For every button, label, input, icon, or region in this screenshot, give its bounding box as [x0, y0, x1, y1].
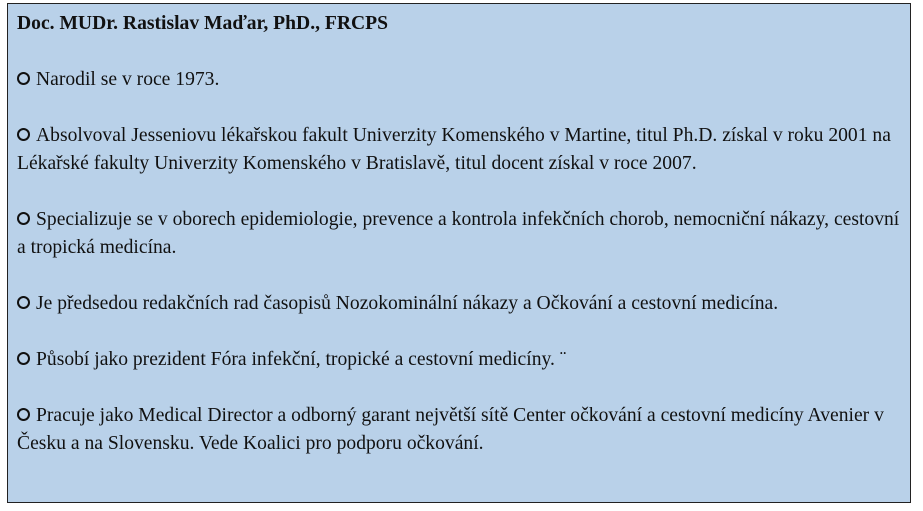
bio-item-text: Specializuje se v oborech epidemiologie, prevence a kontrola infekčních chorob, nemocniční nákazy, cestovní a tropická medicína.	[17, 209, 900, 258]
circle-bullet-icon	[17, 296, 30, 309]
bio-item	[17, 66, 902, 94]
circle-bullet-icon	[17, 72, 30, 85]
bio-item-text: Absolvoval Jesseniovu lékařskou fakult Univerzity Komenského v Martine, titul Ph.D. získal v roku 2001 na Lékařské fakulty Univerzity Komenského v Bratislavě, titul docent získal v roce 2007.	[17, 125, 891, 174]
bio-item-text: Působí jako prezident Fóra infekční, tropické a cestovní medicíny. ¨	[36, 349, 567, 370]
bio-item	[17, 290, 902, 318]
bio-item	[17, 402, 902, 458]
bio-item-text: Narodil se v roce 1973.	[36, 69, 220, 90]
circle-bullet-icon	[17, 128, 30, 141]
bio-title: Doc. MUDr. Rastislav Maďar, PhD., FRCPS	[17, 13, 389, 34]
circle-bullet-icon	[17, 212, 30, 225]
bio-box	[7, 3, 911, 503]
bio-item	[17, 346, 902, 374]
bio-item	[17, 206, 902, 262]
circle-bullet-icon	[17, 352, 30, 365]
bio-item-text: Pracuje jako Medical Director a odborný garant největší sítě Center očkování a cestovní medicíny Avenier v Česku a na Slovensku. Vede Koalici pro podporu očkování.	[17, 405, 884, 454]
bio-item-text: Je předsedou redakčních rad časopisů Nozokominální nákazy a Očkování a cestovní medicína.	[36, 293, 779, 314]
circle-bullet-icon	[17, 408, 30, 421]
bio-item	[17, 122, 902, 178]
